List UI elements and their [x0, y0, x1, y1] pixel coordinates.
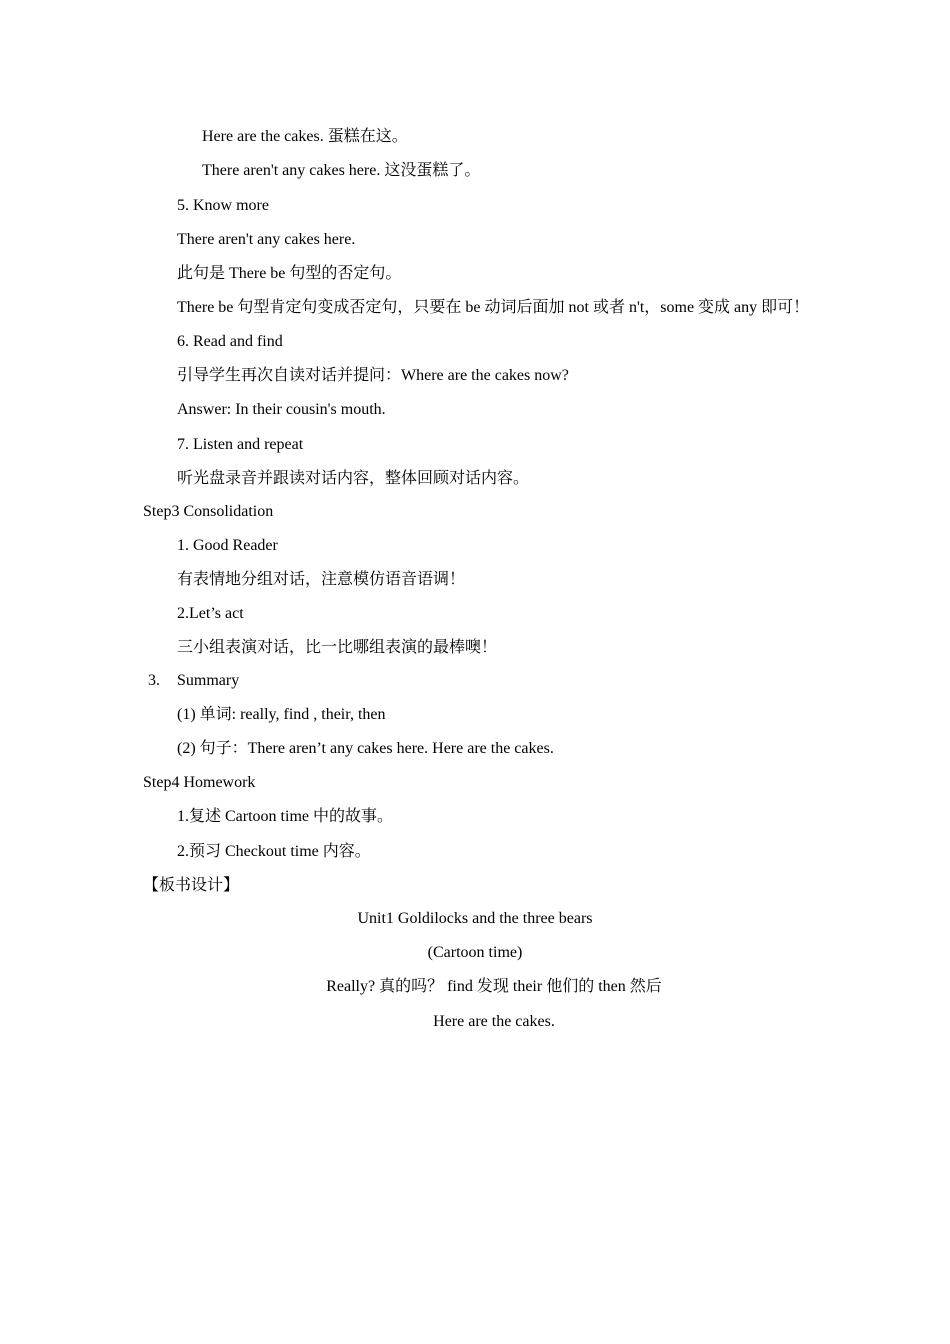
text-line-negative-form: 此句是 There be 句型的否定句。 [177, 265, 402, 282]
summary-number: 3. [148, 672, 160, 689]
text-line-here-are-cakes: Here are the cakes. 蛋糕在这。 [202, 128, 408, 145]
text-line-homework-2: 2.预习 Checkout time 内容。 [177, 843, 371, 860]
heading-know-more: 5. Know more [177, 197, 269, 214]
heading-summary: Summary [177, 672, 240, 689]
board-title: Unit1 Goldilocks and the three bears [357, 910, 593, 927]
board-subtitle: (Cartoon time) [427, 944, 523, 961]
text-line-answer: Answer: In their cousin's mouth. [177, 401, 386, 418]
text-line-homework-1: 1.复述 Cartoon time 中的故事。 [177, 808, 393, 825]
heading-listen-repeat: 7. Listen and repeat [177, 436, 304, 453]
heading-step3: Step3 Consolidation [143, 503, 274, 520]
board-sentence: Here are the cakes. [433, 1013, 555, 1030]
heading-good-reader: 1. Good Reader [177, 537, 278, 554]
heading-lets-act: 2.Let’s act [177, 605, 244, 622]
heading-step4: Step4 Homework [143, 774, 256, 791]
text-line-grammar-rule: There be 句型肯定句变成否定句，只要在 be 动词后面加 not 或者 n't，some 变成 any 即可！ [177, 299, 810, 316]
text-line-summary-words: (1) 单词: really, find , their, then [177, 706, 386, 723]
text-line-example-sentence: There aren't any cakes here. [177, 231, 356, 248]
text-line-listen-instructions: 听光盘录音并跟读对话内容，整体回顾对话内容。 [177, 470, 530, 487]
heading-read-and-find: 6. Read and find [177, 333, 283, 350]
text-line-question: 引导学生再次自读对话并提问：Where are the cakes now? [177, 367, 569, 384]
text-line-summary-sentences: (2) 句子：There aren’t any cakes here. Here are the cakes. [177, 740, 554, 757]
text-line-group-dialogue: 有表情地分组对话，注意模仿语音语调！ [177, 571, 466, 588]
text-line-act-instructions: 三小组表演对话，比一比哪组表演的最棒噢！ [177, 639, 498, 656]
text-line-no-cakes: There aren't any cakes here. 这没蛋糕了。 [202, 162, 481, 179]
heading-board-design: 【板书设计】 [143, 877, 240, 894]
board-vocab: Really? 真的吗？ find 发现 their 他们的 then 然后 [326, 978, 662, 995]
